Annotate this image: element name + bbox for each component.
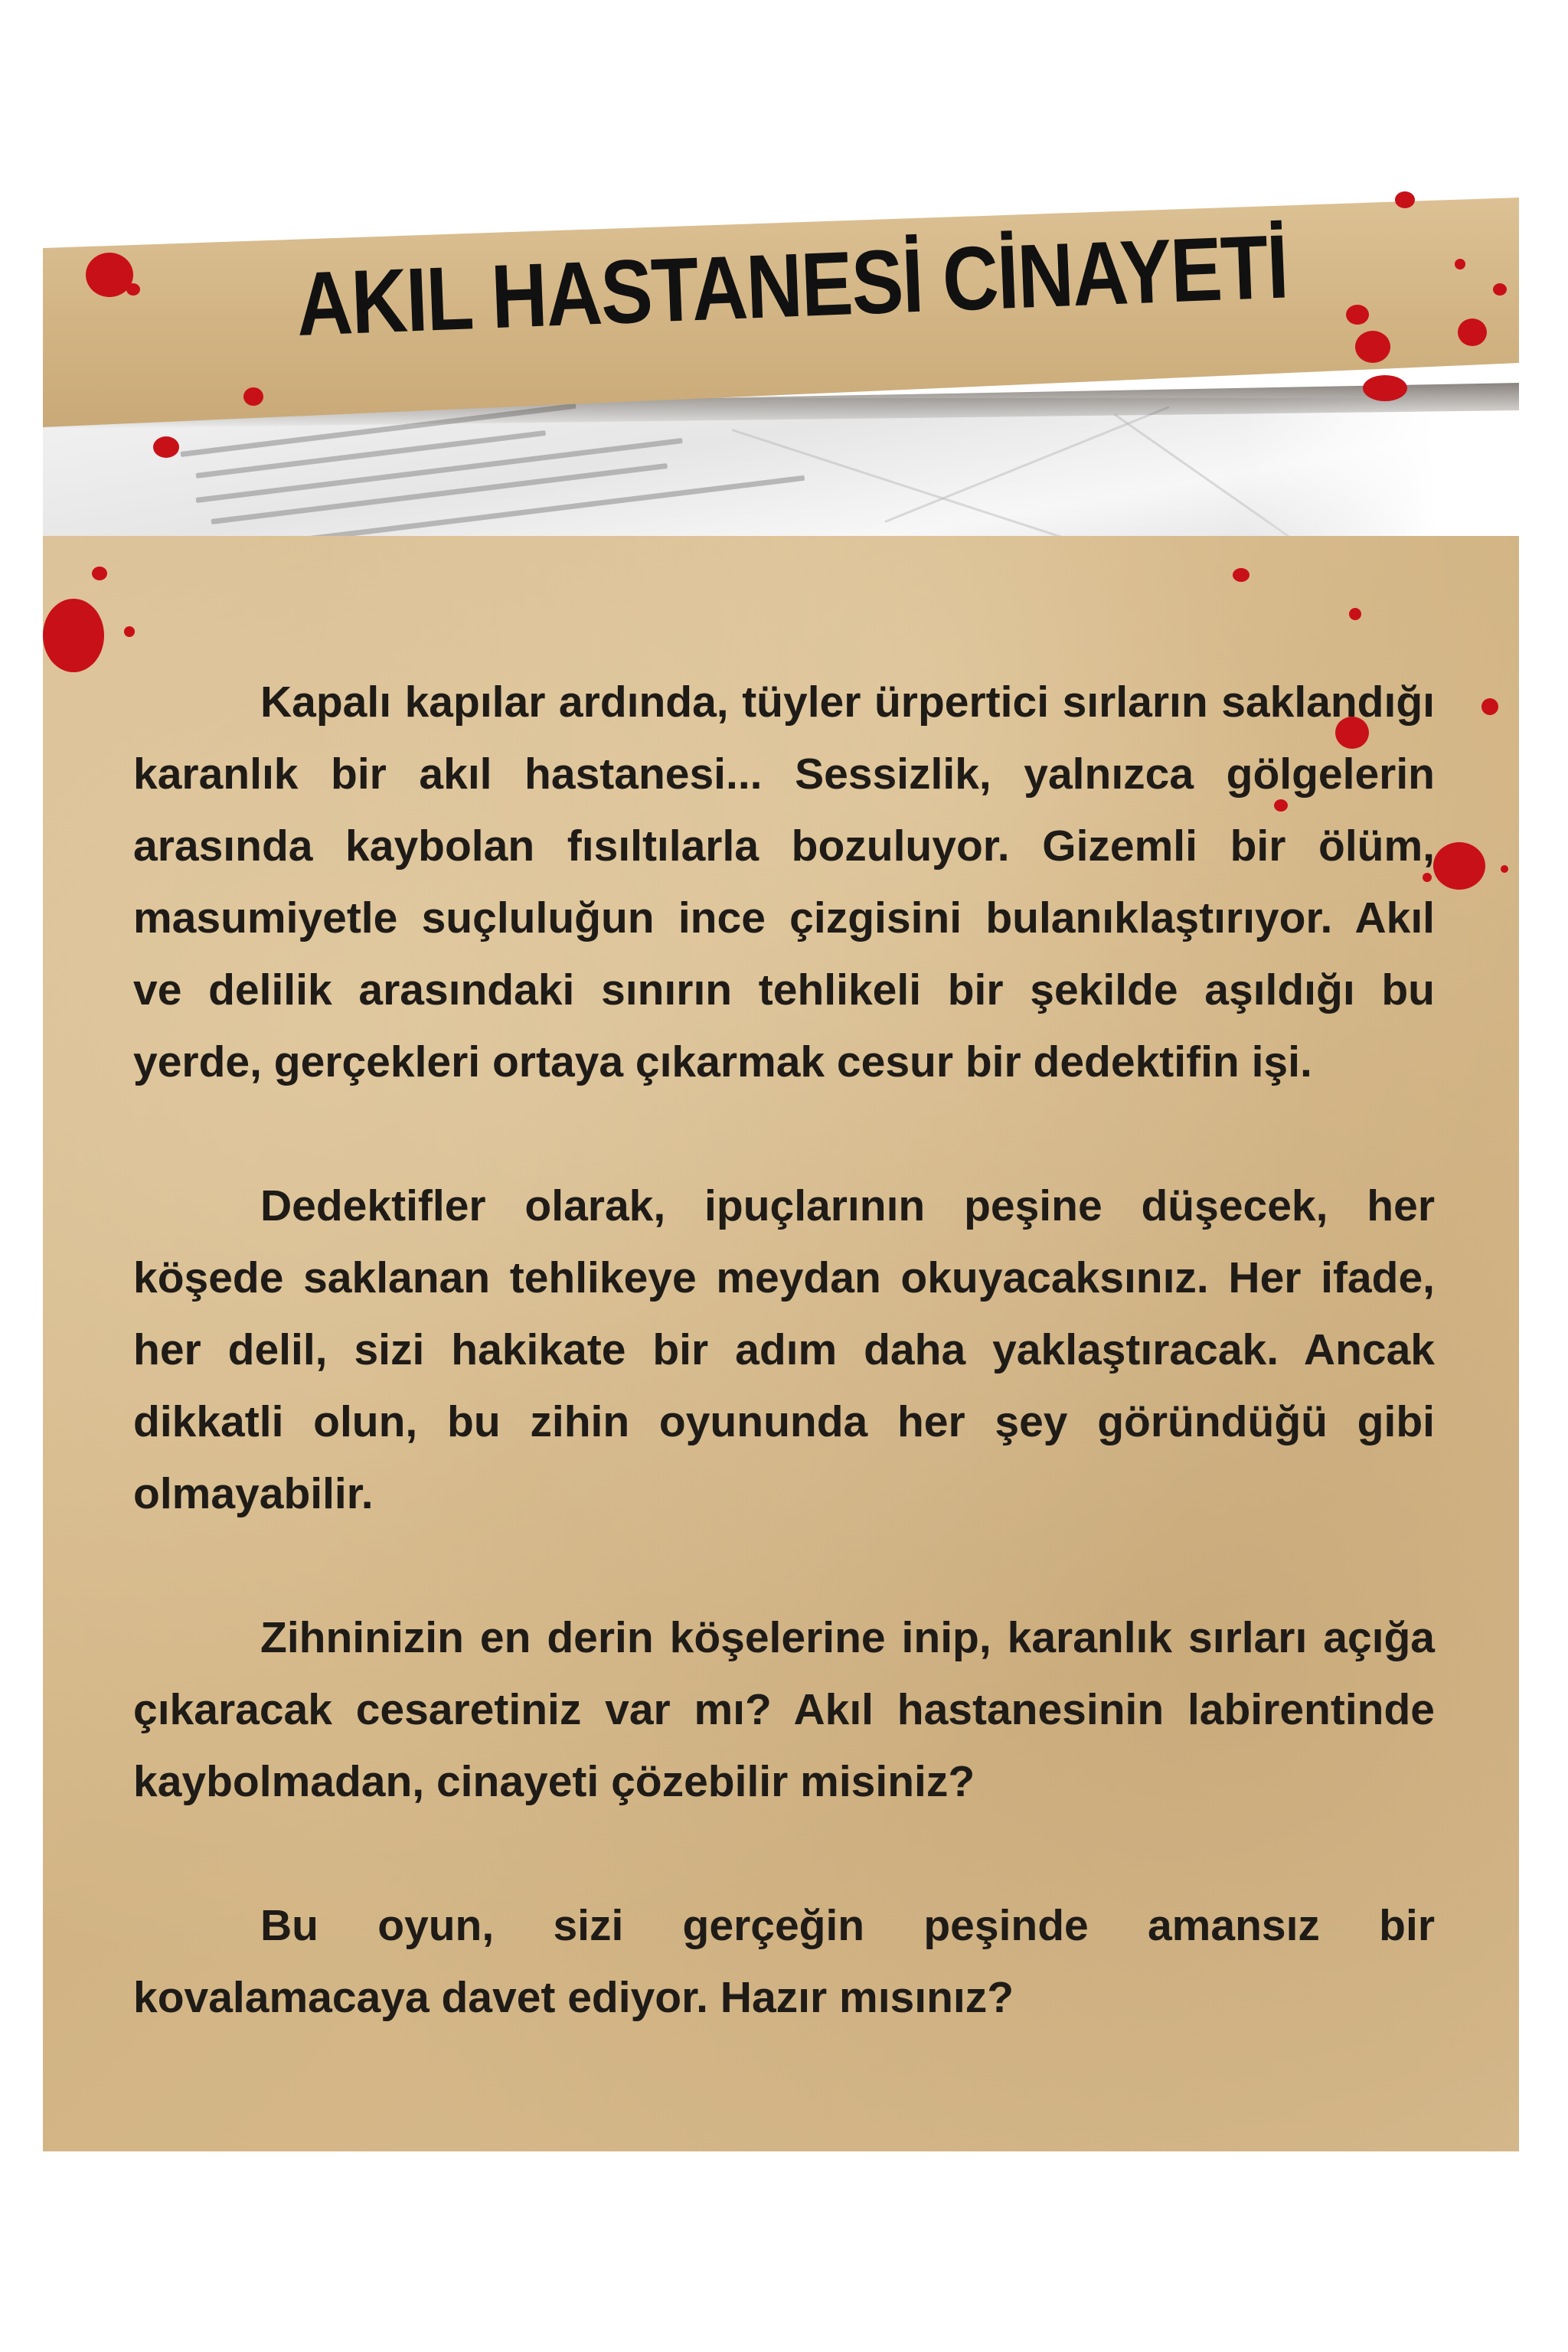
blood-drop xyxy=(153,436,179,458)
blood-drop xyxy=(243,387,263,406)
blood-drop xyxy=(1395,191,1415,208)
blood-drop xyxy=(1481,698,1498,715)
blood-drop xyxy=(92,567,107,580)
blood-drop xyxy=(124,626,135,637)
paragraph: Bu oyun, sizi gerçeğin peşinde amansız bir kovalamacaya davet ediyor. Hazır mısınız? xyxy=(133,1901,1435,2022)
paragraph: Kapalı kapılar ardında, tüyler ürpertici sırların saklandığı karanlık bir akıl hastanesi... Sessizlik, yalnızca gölgelerin arasında kaybolan fısıltılarla bozuluyor. Gizemli bir ölüm, masumiyetle suçluluğun ince çizgisini bulanıklaştırıyor. Akıl ve delilik arasındaki sınırın tehlikeli bir şekilde aşıldığı bu yerde, gerçekleri ortaya çıkarmak cesur bir dedektifin işi. xyxy=(133,678,1435,1086)
blood-drop xyxy=(1349,608,1361,620)
blood-drop xyxy=(1233,568,1250,582)
blood-drop xyxy=(1355,331,1390,363)
paragraph: Dedektifler olarak, ipuçlarının peşine düşecek, her köşede saklanan tehlikeye meydan okuyacaksınız. Her ifade, her delil, sizi hakikate bir adım daha yaklaştıracak. Ancak dikkatli olun, bu zihin oyununda her şey göründüğü gibi olmayabilir. xyxy=(133,1181,1435,1518)
paper-crease xyxy=(732,429,1096,547)
faded-text-line xyxy=(196,430,546,479)
blood-drop xyxy=(1433,842,1485,890)
blood-drop xyxy=(43,599,104,672)
blood-drop xyxy=(1346,305,1369,325)
blood-drop xyxy=(1363,375,1407,401)
blood-drop xyxy=(1455,259,1465,270)
blood-drop xyxy=(126,283,140,296)
blood-drop xyxy=(1501,865,1508,873)
intro-text xyxy=(133,666,1435,2105)
blood-drop xyxy=(1458,318,1487,346)
paper-strip-fade xyxy=(1243,398,1519,547)
blood-drop xyxy=(1493,283,1507,296)
paragraph: Zihninizin en derin köşelerine inip, karanlık sırları açığa çıkaracak cesaretiniz var mı? Akıl hastanesinin labirentinde kaybolmadan, cinayeti çözebilir misiniz? xyxy=(133,1613,1435,1806)
page-title: AKIL HASTANESİ CİNAYETİ xyxy=(294,216,1289,356)
